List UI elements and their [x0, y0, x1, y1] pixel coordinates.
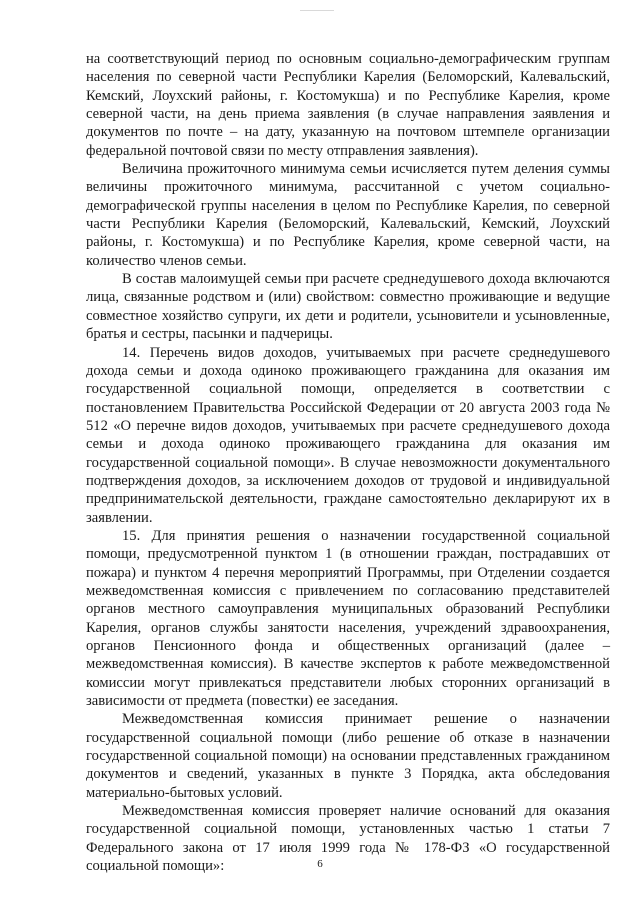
paragraph-commission-decision: Межведомственная комиссия принимает решение о назначении государственной социальной помощи (либо решение об отказе в назначении государственной социальной помощи) на основании представленных гражданином документов и сведений, указанных в пункте 3 Порядка, акта обследования материально-бытовых условий. — [86, 711, 610, 801]
document-body — [86, 50, 610, 875]
paragraph-family-composition: В состав малоимущей семьи при расчете среднедушевого дохода включаются лица, связанные родством и (или) свойством: совместно проживающие и ведущие совместное хозяйство супруги, их дети и родители, усыновители и усыновленные, братья и сестры, пасынки и падчерицы. — [86, 271, 610, 343]
paragraph-item-15: 15. Для принятия решения о назначении государственной социальной помощи, предусмотренной пунктом 1 (в отношении граждан, пострадавших от пожара) и пунктом 4 перечня мероприятий Программы, при Отделении создается межведомственная комиссия с привлечением по согласованию представителей органов местного самоуправления муниципальных образований Республики Карелия, органов службы занятости населения, учреждений здравоохранения, органов Пенсионного фонда и общественных организаций (далее – межведомственная комиссия). В качестве экспертов к работе межведомственной комиссии могут привлекаться представители любых сторонних организаций в зависимости от предмета (повестки) ее заседания. — [86, 527, 610, 710]
scan-mark — [300, 10, 334, 11]
paragraph-continuation: на соответствующий период по основным социально-демографическим группам населения по северной части Республики Карелия (Беломорский, Калевальский, Кемский, Лоухский районы, г. Костомукша) и по Республике Карелия, кроме северной части, на день приема заявления (в случае направления заявления и документов по почте – на дату, указанную на почтовом штемпеле организации федеральной почтовой связи по месту отправления заявления). — [86, 51, 610, 159]
paragraph-subsistence-minimum: Величина прожиточного минимума семьи исчисляется путем деления суммы величины прожиточного минимума, рассчитанной с учетом социально-демографической группы населения в целом по Республике Карелия, по северной части Республики Карелия (Беломорский, Калевальский, Кемский, Лоухский районы, г. Костомукша) и по Республике Карелия, кроме северной части, на количество членов семьи. — [86, 161, 610, 269]
page-number: 6 — [317, 858, 323, 870]
paragraph-item-14: 14. Перечень видов доходов, учитываемых при расчете среднедушевого дохода семьи и дохода одиноко проживающего гражданина для оказания им государственной социальной помощи, определяется в соответствии с постановлением Правительства Российской Федерации от 20 августа 2003 года № 512 «О перечне видов доходов, учитываемых при расчете среднедушевого дохода семьи и дохода одиноко проживающего гражданина для оказания им государственной социальной помощи». В случае невозможности документального подтверждения доходов, за исключением доходов от трудовой и индивидуальной предпринимательской деятельности, граждане самостоятельно декларируют их в заявлении. — [86, 344, 610, 526]
paragraph-commission-check: Межведомственная комиссия проверяет наличие оснований для оказания государственной социальной помощи, установленных частью 1 статьи 7 Федерального закона от 17 июля 1999 года № 178-ФЗ «О государственной социальной помощи»: — [86, 803, 610, 875]
